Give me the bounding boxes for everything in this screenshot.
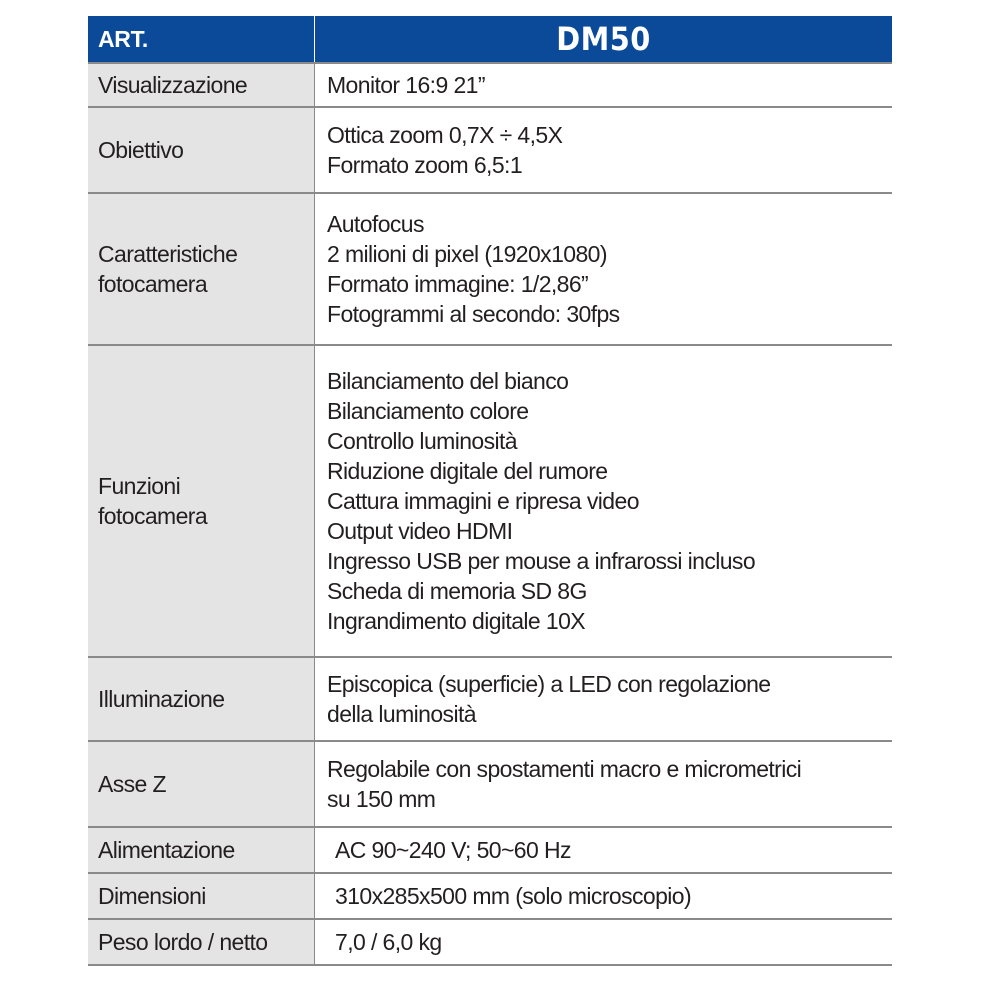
spec-value [315,63,893,107]
spec-label: Asse Z [88,741,315,827]
spec-row-visualizzazione [88,63,892,107]
spec-value-line: Autofocus [327,211,424,237]
spec-value-line: Bilanciamento del bianco [327,368,569,394]
spec-value-line: Ingrandimento digitale 10X [327,608,586,634]
spec-value [315,107,893,193]
spec-value-line: Formato zoom 6,5:1 [327,152,523,178]
spec-value [315,827,893,873]
spec-label-text: Caratteristiche fotocamera [98,241,238,297]
spec-value-line: Formato immagine: 1/2,86” [327,271,589,297]
spec-value-line: 310x285x500 mm (solo microscopio) [335,883,692,909]
spec-row-illuminazione [88,657,892,741]
spec-row-caratteristiche-fotocamera [88,193,892,345]
spec-value-line: Fotogrammi al secondo: 30fps [327,301,620,327]
spec-value-line: della luminosità [327,701,476,727]
spec-value [315,657,893,741]
spec-value-line: 7,0 / 6,0 kg [335,929,442,955]
spec-row-asse-z [88,741,892,827]
spec-value [315,873,893,919]
spec-value-line: Ottica zoom 0,7X ÷ 4,5X [327,122,563,148]
spec-value-line: 2 milioni di pixel (1920x1080) [327,241,607,267]
art-header: ART. [88,16,315,63]
header-row [88,16,892,63]
spec-label: Peso lordo / netto [88,919,315,965]
spec-value-line: Cattura immagini e ripresa video [327,488,639,514]
spec-label: Dimensioni [88,873,315,919]
spec-value [315,345,893,657]
spec-label [88,345,315,657]
spec-value [315,919,893,965]
spec-row-funzioni-fotocamera [88,345,892,657]
spec-row-obiettivo [88,107,892,193]
spec-label: Obiettivo [88,107,315,193]
spec-value-line: AC 90~240 V; 50~60 Hz [335,837,571,863]
model-header: DM50 [315,16,893,63]
spec-value-line: Riduzione digitale del rumore [327,458,608,484]
spec-label: Visualizzazione [88,63,315,107]
spec-row-peso [88,919,892,965]
spec-value-line: Output video HDMI [327,518,513,544]
spec-label [88,193,315,345]
spec-label: Illuminazione [88,657,315,741]
spec-value [315,193,893,345]
spec-row-alimentazione [88,827,892,873]
spec-value-line: Regolabile con spostamenti macro e micrometrici [327,756,802,782]
spec-value-line: Controllo luminosità [327,428,517,454]
spec-value-line: Ingresso USB per mouse a infrarossi incluso [327,548,756,574]
spec-value [315,741,893,827]
spec-value-line: Scheda di memoria SD 8G [327,578,587,604]
spec-table [88,16,892,966]
spec-value-line: Monitor 16:9 21” [327,72,485,98]
spec-row-dimensioni [88,873,892,919]
spec-value-line: Episcopica (superficie) a LED con regolazione [327,671,771,697]
spec-value-line: su 150 mm [327,786,436,812]
spec-label-text: Funzioni fotocamera [98,473,208,529]
spec-value-line: Bilanciamento colore [327,398,529,424]
spec-label: Alimentazione [88,827,315,873]
